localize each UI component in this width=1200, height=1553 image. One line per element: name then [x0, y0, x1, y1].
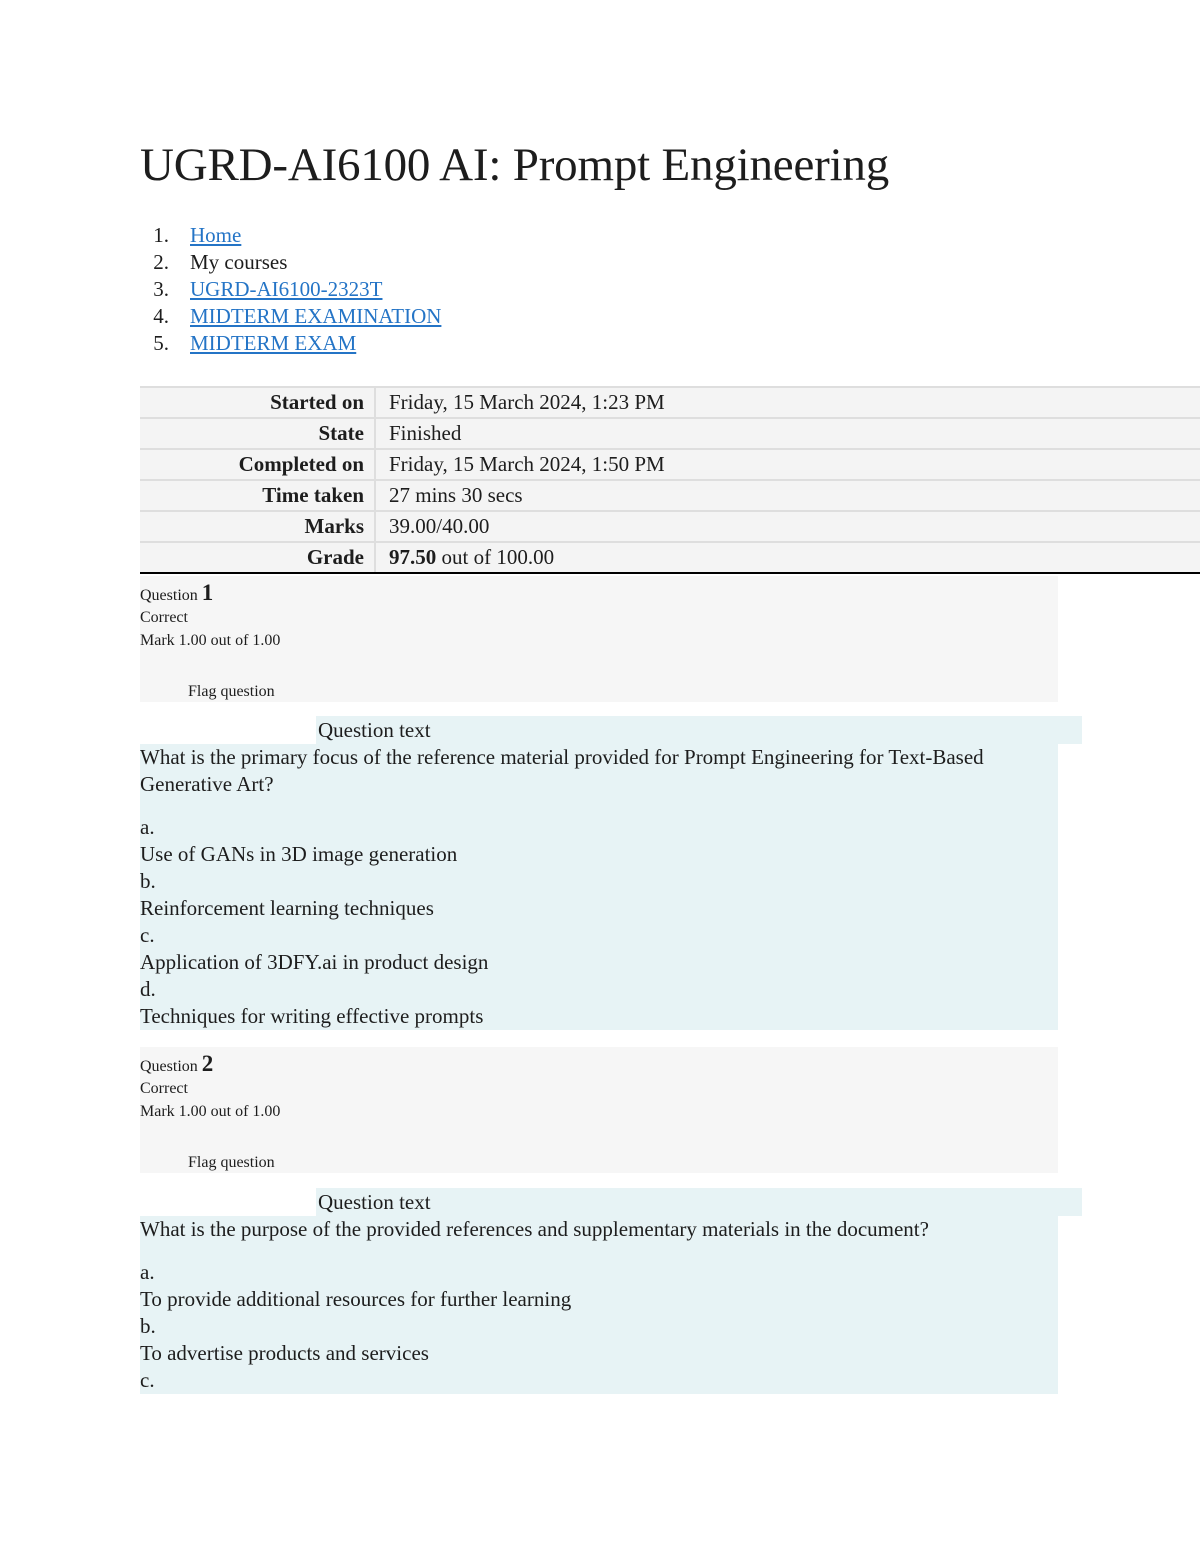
summary-label: Marks: [140, 511, 375, 542]
answer-option[interactable]: Use of GANs in 3D image generation: [140, 842, 458, 866]
page-title: UGRD-AI6100 AI: Prompt Engineering: [140, 139, 890, 191]
answer-option[interactable]: To provide additional resources for further learning: [140, 1287, 572, 1311]
answer-option[interactable]: Application of 3DFY.ai in product design: [140, 950, 489, 974]
summary-value: Friday, 15 March 2024, 1:23 PM: [375, 387, 1200, 418]
answer-letter[interactable]: a.: [140, 815, 155, 839]
summary-row-completed: [140, 449, 1200, 480]
answer-letter[interactable]: b.: [140, 1314, 156, 1338]
question-state: Correct: [140, 609, 188, 626]
breadcrumb-item-midterm-examination: [140, 303, 441, 330]
breadcrumb-item-home: [140, 222, 441, 249]
answer-option[interactable]: To advertise products and services: [140, 1341, 429, 1365]
breadcrumb-number: 2.: [153, 250, 169, 274]
question-prefix: Question: [140, 587, 202, 604]
breadcrumb-link-home[interactable]: Home: [190, 223, 242, 247]
breadcrumb-number: 3.: [153, 277, 169, 301]
answer-letter[interactable]: a.: [140, 1260, 155, 1284]
answer-letter[interactable]: d.: [140, 977, 156, 1001]
question-content-1: [140, 744, 1058, 1030]
summary-label: Completed on: [140, 449, 375, 480]
question-info-2: [140, 1047, 1058, 1173]
question-prefix: Question: [140, 1058, 202, 1075]
question-state: Correct: [140, 1080, 188, 1097]
summary-value: 27 mins 30 secs: [375, 480, 1200, 511]
summary-label: Time taken: [140, 480, 375, 511]
answer-letter[interactable]: b.: [140, 869, 156, 893]
breadcrumb-number: 5.: [153, 331, 169, 355]
answer-option[interactable]: Reinforcement learning techniques: [140, 896, 434, 920]
answer-option[interactable]: Techniques for writing effective prompts: [140, 1004, 484, 1028]
summary-row-started: [140, 387, 1200, 418]
breadcrumb-number: 1.: [153, 223, 169, 247]
flag-question-link[interactable]: Flag question: [188, 683, 275, 700]
breadcrumb: [140, 222, 441, 357]
answer-letter[interactable]: c.: [140, 1368, 155, 1392]
answer-letter[interactable]: c.: [140, 923, 155, 947]
question-number: [140, 1051, 213, 1077]
grade-score: 97.50: [389, 545, 437, 569]
breadcrumb-item-midterm-exam: [140, 330, 441, 357]
question-prompt: What is the primary focus of the reference material provided for Prompt Engineering for Text-Based Generative Art?: [140, 745, 984, 796]
summary-row-marks: [140, 511, 1200, 542]
question-number-value: 1: [201, 580, 214, 605]
breadcrumb-link-course[interactable]: UGRD-AI6100-2323T: [190, 277, 383, 301]
summary-row-grade: [140, 542, 1200, 573]
answer-list: [140, 814, 1058, 1030]
summary-row-time-taken: [140, 480, 1200, 511]
breadcrumb-item-course: [140, 276, 441, 303]
question-grade: Mark 1.00 out of 1.00: [140, 632, 281, 649]
question-text-header: Question text: [316, 1188, 1082, 1216]
question-prompt: What is the purpose of the provided references and supplementary materials in the document?: [140, 1217, 929, 1241]
summary-value: [375, 542, 1200, 573]
answer-list: [140, 1259, 1058, 1394]
breadcrumb-text-my-courses: My courses: [190, 250, 288, 274]
breadcrumb-link-midterm-exam[interactable]: MIDTERM EXAM: [190, 331, 357, 355]
question-number-value: 2: [201, 1051, 214, 1076]
summary-label: Started on: [140, 387, 375, 418]
question-content-2: [140, 1216, 1058, 1394]
attempt-summary-table: [140, 386, 1200, 574]
breadcrumb-number: 4.: [153, 304, 169, 328]
breadcrumb-item-my-courses: [140, 249, 441, 276]
question-text-header: Question text: [316, 716, 1082, 744]
summary-value: Finished: [375, 418, 1200, 449]
summary-label: State: [140, 418, 375, 449]
question-info-1: [140, 576, 1058, 702]
summary-value: 39.00/40.00: [375, 511, 1200, 542]
summary-row-state: [140, 418, 1200, 449]
question-number: [140, 580, 213, 606]
summary-label: Grade: [140, 542, 375, 573]
question-grade: Mark 1.00 out of 1.00: [140, 1103, 281, 1120]
breadcrumb-link-midterm-examination[interactable]: MIDTERM EXAMINATION: [190, 304, 442, 328]
grade-suffix: out of 100.00: [436, 545, 555, 569]
summary-value: Friday, 15 March 2024, 1:50 PM: [375, 449, 1200, 480]
flag-question-link[interactable]: Flag question: [188, 1154, 275, 1171]
